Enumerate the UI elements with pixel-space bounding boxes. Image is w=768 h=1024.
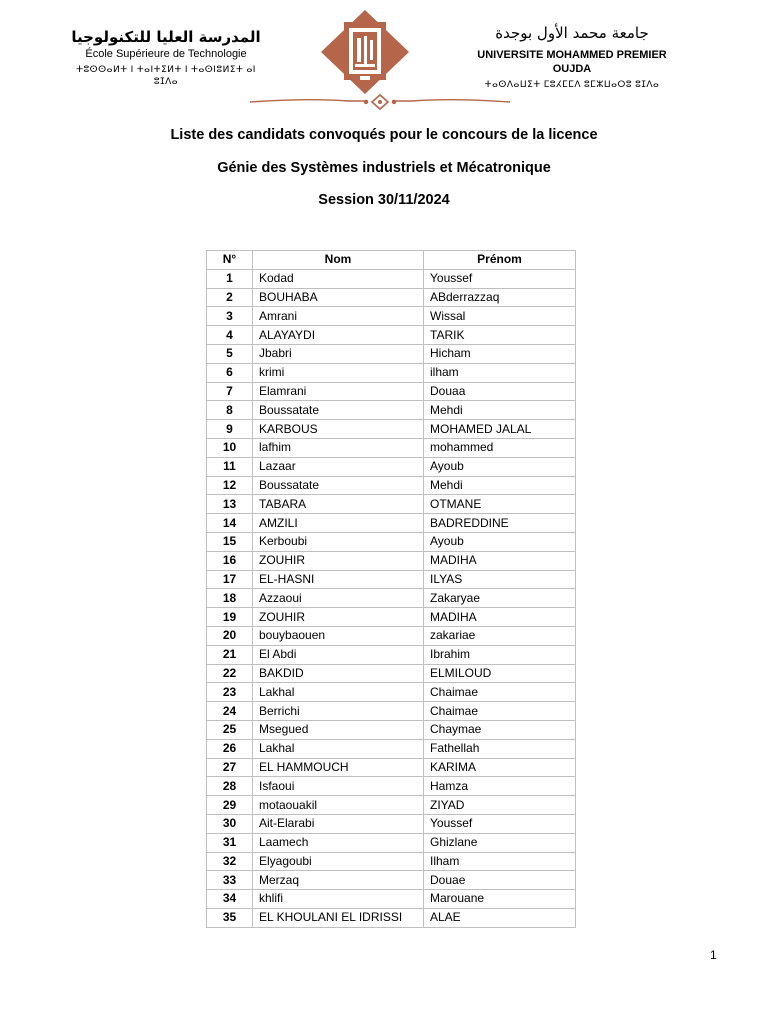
cell-num: 25: [207, 720, 253, 739]
table-row: [207, 288, 576, 307]
cell-num: 35: [207, 908, 253, 927]
table-row: [207, 570, 576, 589]
cell-num: 31: [207, 833, 253, 852]
cell-nom: Msegued: [253, 720, 424, 739]
cell-num: 7: [207, 382, 253, 401]
cell-prenom: KARIMA: [424, 758, 576, 777]
cell-prenom: Youssef: [424, 269, 576, 288]
table-row: [207, 664, 576, 683]
cell-num: 34: [207, 890, 253, 909]
table-row: [207, 457, 576, 476]
cell-nom: Boussatate: [253, 476, 424, 495]
table-row: [207, 514, 576, 533]
cell-nom: Azzaoui: [253, 589, 424, 608]
cell-num: 6: [207, 363, 253, 382]
table-row: [207, 871, 576, 890]
cell-prenom: MADIHA: [424, 608, 576, 627]
session-date: Session 30/11/2024: [318, 192, 450, 208]
table-header-row: [207, 251, 576, 270]
table-row: [207, 758, 576, 777]
cell-num: 3: [207, 307, 253, 326]
cell-nom: Lakhal: [253, 683, 424, 702]
cell-prenom: Ghizlane: [424, 833, 576, 852]
table-row: [207, 420, 576, 439]
cell-prenom: TARIK: [424, 326, 576, 345]
cell-prenom: Hicham: [424, 344, 576, 363]
cell-num: 22: [207, 664, 253, 683]
cell-prenom: BADREDDINE: [424, 514, 576, 533]
table-row: [207, 852, 576, 871]
cell-nom: ZOUHIR: [253, 551, 424, 570]
table-row: [207, 551, 576, 570]
cell-nom: Lazaar: [253, 457, 424, 476]
cell-prenom: ilham: [424, 363, 576, 382]
cell-prenom: Douae: [424, 871, 576, 890]
cell-nom: ALAYAYDI: [253, 326, 424, 345]
table-row: [207, 344, 576, 363]
program-title: Génie des Systèmes industriels et Mécatronique: [217, 160, 551, 176]
school-name-arabic: المدرسة العليا للتكنولوجيا: [71, 28, 261, 46]
cell-nom: BAKDID: [253, 664, 424, 683]
cell-nom: krimi: [253, 363, 424, 382]
cell-num: 9: [207, 420, 253, 439]
cell-num: 4: [207, 326, 253, 345]
cell-num: 13: [207, 495, 253, 514]
cell-prenom: ALAE: [424, 908, 576, 927]
table-row: [207, 382, 576, 401]
cell-nom: Merzaq: [253, 871, 424, 890]
cell-nom: Ait-Elarabi: [253, 814, 424, 833]
cell-num: 17: [207, 570, 253, 589]
cell-num: 1: [207, 269, 253, 288]
table-row: [207, 702, 576, 721]
cell-nom: bouybaouen: [253, 626, 424, 645]
cell-num: 26: [207, 739, 253, 758]
cell-prenom: Youssef: [424, 814, 576, 833]
cell-num: 18: [207, 589, 253, 608]
cell-num: 24: [207, 702, 253, 721]
cell-nom: Elamrani: [253, 382, 424, 401]
table-row: [207, 476, 576, 495]
table-row: [207, 739, 576, 758]
table-row: [207, 326, 576, 345]
cell-nom: EL KHOULANI EL IDRISSI: [253, 908, 424, 927]
table-row: [207, 683, 576, 702]
table-row: [207, 720, 576, 739]
cell-nom: AMZILI: [253, 514, 424, 533]
cell-prenom: Ibrahim: [424, 645, 576, 664]
university-logo-icon: [315, 8, 415, 96]
university-name-tifinagh: ⵜⴰⵙⴷⴰⵡⵉⵜ ⵎⵓⵃⵎⵎⴷ ⵓⵎⵣⵡⴰⵔⵓ ⵓⵊⴷⴰ: [484, 79, 660, 89]
cell-num: 14: [207, 514, 253, 533]
page-number: 1: [710, 948, 717, 962]
table-row: [207, 269, 576, 288]
cell-num: 21: [207, 645, 253, 664]
cell-nom: khlifi: [253, 890, 424, 909]
document-title: Liste des candidats convoqués pour le concours de la licence: [170, 127, 598, 143]
cell-prenom: ILYAS: [424, 570, 576, 589]
table-row: [207, 777, 576, 796]
cell-num: 15: [207, 532, 253, 551]
cell-num: 20: [207, 626, 253, 645]
school-name-tifinagh: ⵜⵓⵙⵙⴰⵍⵜ ⵏ ⵜⴰⵏⵜⵉⵍⵜ ⵏ ⵜⴰⵙⵏⵓⵍⵉⵜ ⴰⵏ ⵓⵊⴷⴰ: [76, 64, 256, 86]
cell-nom: Jbabri: [253, 344, 424, 363]
table-row: [207, 401, 576, 420]
header-num: N°: [207, 251, 253, 270]
cell-prenom: Chaimae: [424, 683, 576, 702]
university-name-block: [474, 24, 670, 90]
cell-num: 5: [207, 344, 253, 363]
header-nom: Nom: [253, 251, 424, 270]
table-row: [207, 589, 576, 608]
table-row: [207, 908, 576, 927]
cell-prenom: Ayoub: [424, 532, 576, 551]
cell-prenom: OTMANE: [424, 495, 576, 514]
cell-nom: Amrani: [253, 307, 424, 326]
cell-nom: Kerboubi: [253, 532, 424, 551]
cell-nom: Isfaoui: [253, 777, 424, 796]
cell-num: 11: [207, 457, 253, 476]
cell-nom: EL HAMMOUCH: [253, 758, 424, 777]
table-row: [207, 890, 576, 909]
table-row: [207, 495, 576, 514]
cell-num: 33: [207, 871, 253, 890]
cell-nom: Elyagoubi: [253, 852, 424, 871]
cell-prenom: Wissal: [424, 307, 576, 326]
cell-prenom: MOHAMED JALAL: [424, 420, 576, 439]
cell-nom: TABARA: [253, 495, 424, 514]
cell-nom: KARBOUS: [253, 420, 424, 439]
cell-num: 28: [207, 777, 253, 796]
cell-nom: El Abdi: [253, 645, 424, 664]
school-name-french: École Supérieure de Technologie: [85, 48, 247, 60]
cell-num: 12: [207, 476, 253, 495]
cell-num: 10: [207, 438, 253, 457]
cell-prenom: Chaymae: [424, 720, 576, 739]
table-row: [207, 833, 576, 852]
table-row: [207, 608, 576, 627]
cell-nom: Boussatate: [253, 401, 424, 420]
cell-prenom: ZIYAD: [424, 796, 576, 815]
cell-prenom: mohammed: [424, 438, 576, 457]
cell-num: 2: [207, 288, 253, 307]
cell-prenom: Chaimae: [424, 702, 576, 721]
table-row: [207, 532, 576, 551]
cell-num: 8: [207, 401, 253, 420]
university-name-french: UNIVERSITE MOHAMMED PREMIER OUJDA: [477, 49, 667, 75]
cell-prenom: Mehdi: [424, 401, 576, 420]
cell-prenom: zakariae: [424, 626, 576, 645]
cell-prenom: ABderrazzaq: [424, 288, 576, 307]
cell-prenom: Fathellah: [424, 739, 576, 758]
cell-prenom: Ilham: [424, 852, 576, 871]
cell-nom: Laamech: [253, 833, 424, 852]
cell-prenom: Ayoub: [424, 457, 576, 476]
table-row: [207, 814, 576, 833]
cell-num: 30: [207, 814, 253, 833]
cell-prenom: Mehdi: [424, 476, 576, 495]
table-row: [207, 645, 576, 664]
cell-nom: ZOUHIR: [253, 608, 424, 627]
cell-nom: Berrichi: [253, 702, 424, 721]
cell-nom: motaouakil: [253, 796, 424, 815]
table-row: [207, 796, 576, 815]
cell-num: 23: [207, 683, 253, 702]
cell-nom: Kodad: [253, 269, 424, 288]
table-row: [207, 307, 576, 326]
cell-prenom: Hamza: [424, 777, 576, 796]
cell-num: 27: [207, 758, 253, 777]
cell-num: 16: [207, 551, 253, 570]
cell-prenom: Douaa: [424, 382, 576, 401]
table-row: [207, 626, 576, 645]
school-name-block: [66, 28, 266, 87]
letterhead: [0, 0, 768, 115]
cell-prenom: ELMILOUD: [424, 664, 576, 683]
cell-nom: BOUHABA: [253, 288, 424, 307]
ornament-divider-icon: [250, 92, 510, 112]
cell-prenom: Zakaryae: [424, 589, 576, 608]
table-row: [207, 363, 576, 382]
cell-num: 19: [207, 608, 253, 627]
cell-nom: Lakhal: [253, 739, 424, 758]
document-titles: [0, 127, 768, 208]
cell-prenom: MADIHA: [424, 551, 576, 570]
cell-nom: EL-HASNI: [253, 570, 424, 589]
cell-nom: lafhim: [253, 438, 424, 457]
university-name-arabic: جامعة محمد الأول بوجدة: [495, 24, 649, 42]
header-prenom: Prénom: [424, 251, 576, 270]
table-row: [207, 438, 576, 457]
candidates-table: [206, 250, 576, 928]
cell-num: 29: [207, 796, 253, 815]
cell-prenom: Marouane: [424, 890, 576, 909]
cell-num: 32: [207, 852, 253, 871]
